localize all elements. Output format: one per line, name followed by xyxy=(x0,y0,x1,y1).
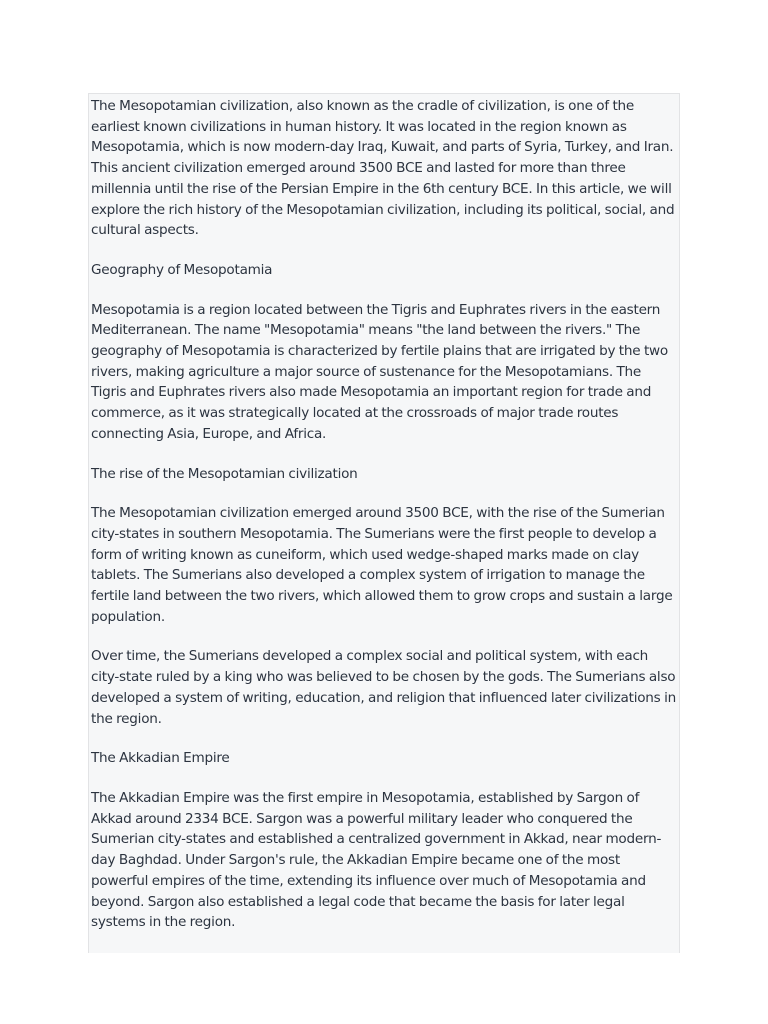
section-heading-akkadian: The Akkadian Empire xyxy=(91,750,230,767)
geography-paragraph: Mesopotamia is a region located between the Tigris and Euphrates rivers in the eastern Mediterranean. The name "Mesopotamia" means "the land between the rivers." The geography of Mesopotamia is characterized by fertile plains that are irrigated by the two rivers, making agriculture a major source of sustenance for the Mesopotamians. The Tigris and Euphrates rivers also made Mesopotamia an important region for trade and commerce, as it was strategically located at the crossroads of major trade routes connecting Asia, Europe, and Africa. xyxy=(91,301,668,442)
document-content xyxy=(89,94,679,933)
rise-paragraph-1: The Mesopotamian civilization emerged around 3500 BCE, with the rise of the Sumerian city-states in southern Mesopotamia. The Sumerians were the first people to develop a form of writing known as cuneiform, which used wedge-shaped marks made on clay tablets. The Sumerians also developed a complex system of irrigation to manage the fertile land between the two rivers, which allowed them to grow crops and sustain a large population. xyxy=(91,505,673,625)
section-heading-rise: The rise of the Mesopotamian civilization xyxy=(91,465,358,482)
akkadian-paragraph: The Akkadian Empire was the first empire in Mesopotamia, established by Sargon of Akkad around 2334 BCE. Sargon was a powerful military leader who conquered the Sumerian city-states and established a centralized government in Akkad, near modern-day Baghdad. Under Sargon's rule, the Akkadian Empire became one of the most powerful empires of the time, extending its influence over much of Mesopotamia and beyond. Sargon also established a legal code that became the basis for later legal systems in the region. xyxy=(91,789,662,931)
rise-paragraph-2: Over time, the Sumerians developed a complex social and political system, with each city-state ruled by a king who was believed to be chosen by the gods. The Sumerians also developed a system of writing, education, and religion that influenced later civilizations in the region. xyxy=(91,648,676,727)
document-text-area xyxy=(88,93,680,953)
intro-paragraph: The Mesopotamian civilization, also known as the cradle of civilization, is one of the earliest known civilizations in human history. It was located in the region known as Mesopotamia, which is now modern-day Iraq, Kuwait, and parts of Syria, Turkey, and Iran. This ancient civilization emerged around 3500 BCE and lasted for more than three millennia until the rise of the Persian Empire in the 6th century BCE. In this article, we will explore the rich history of the Mesopotamian civilization, including its political, social, and cultural aspects. xyxy=(91,98,675,239)
section-heading-geography: Geography of Mesopotamia xyxy=(91,261,273,278)
